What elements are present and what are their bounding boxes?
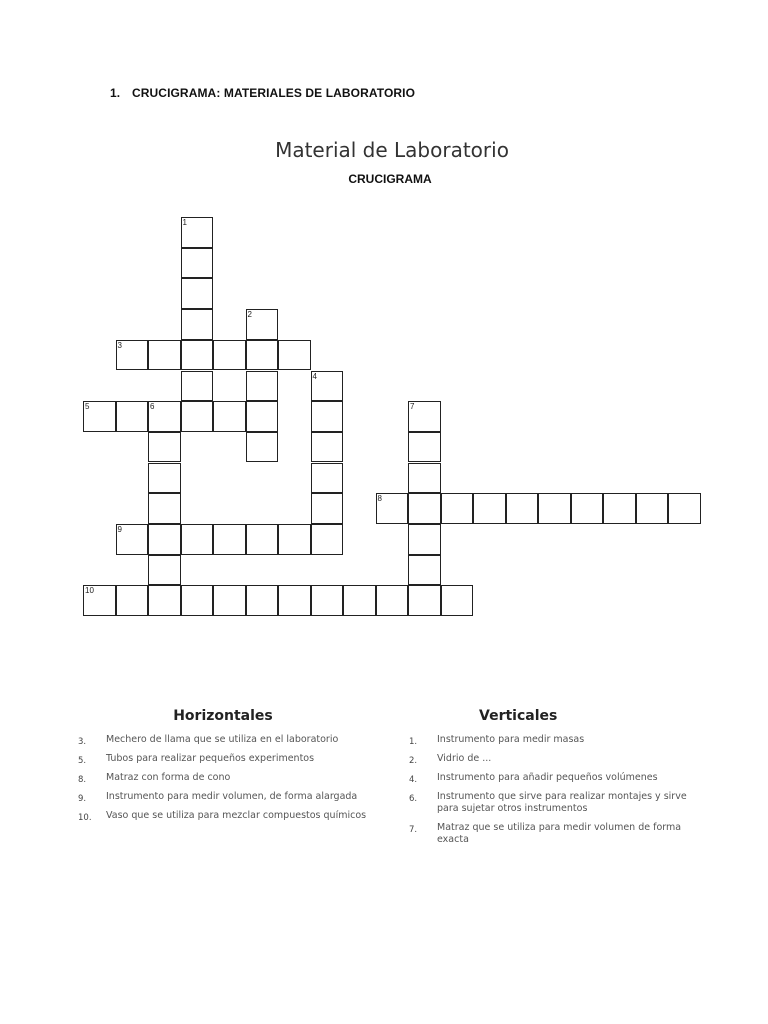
clue-number-label: 7 xyxy=(410,402,415,412)
crossword-cell-8[interactable] xyxy=(376,493,409,524)
clue-number: 2. xyxy=(409,756,418,766)
crossword-cell[interactable] xyxy=(343,585,376,616)
crossword-cell[interactable] xyxy=(246,585,279,616)
clue-number-label: 1 xyxy=(182,218,187,227)
crossword-cell[interactable] xyxy=(311,401,344,432)
clue-text: Matraz que se utiliza para medir volumen de forma exacta xyxy=(437,822,682,845)
crossword-cell[interactable] xyxy=(408,463,441,494)
crossword-cell[interactable] xyxy=(571,493,604,524)
clue-item xyxy=(409,822,709,846)
clue-text: Matraz con forma de cono xyxy=(106,772,231,783)
clue-number: 6. xyxy=(409,794,418,804)
clue-number-label: 9 xyxy=(117,525,122,534)
clue-text: Vidrio de ... xyxy=(437,753,492,764)
crossword-cell[interactable] xyxy=(181,371,214,402)
crossword-cell[interactable] xyxy=(181,278,214,309)
crossword-cell[interactable] xyxy=(376,585,409,616)
clue-text: Instrumento que sirve para realizar montajes y sirve para sujetar otros instrumentos xyxy=(437,791,687,814)
clue-text: Instrumento para añadir pequeños volúmenes xyxy=(437,772,658,783)
clue-text: Mechero de llama que se utiliza en el laboratorio xyxy=(106,734,339,745)
crossword-cell[interactable] xyxy=(408,432,441,463)
crossword-cell[interactable] xyxy=(473,493,506,524)
crossword-cell[interactable] xyxy=(441,585,474,616)
clue-item xyxy=(409,753,709,765)
crossword-cell[interactable] xyxy=(148,555,181,586)
clue-item xyxy=(78,791,368,803)
horizontal-clues xyxy=(78,708,368,829)
crossword-cell[interactable] xyxy=(311,524,344,555)
crossword-cell[interactable] xyxy=(181,585,214,616)
crossword-cell[interactable] xyxy=(278,585,311,616)
clue-number-label: 4 xyxy=(312,371,317,381)
crossword-cell-4[interactable] xyxy=(311,371,344,402)
crossword-cell[interactable] xyxy=(148,463,181,494)
clue-number: 7. xyxy=(409,825,418,835)
crossword-cell-3[interactable] xyxy=(116,340,149,371)
section-title: CRUCIGRAMA: MATERIALES DE LABORATORIO xyxy=(132,86,416,100)
crossword-cell-1[interactable] xyxy=(181,217,214,248)
crossword-cell[interactable] xyxy=(278,340,311,371)
crossword-cell[interactable] xyxy=(116,585,149,616)
crossword-cell[interactable] xyxy=(603,493,636,524)
crossword-cell[interactable] xyxy=(311,432,344,463)
clue-item xyxy=(78,753,368,765)
clue-item xyxy=(78,772,368,784)
clue-text: Vaso que se utiliza para mezclar compuestos químicos xyxy=(106,810,367,821)
crossword-cell[interactable] xyxy=(246,340,279,371)
clue-item xyxy=(409,791,709,815)
puzzle-title: Material de Laboratorio xyxy=(275,138,509,162)
crossword-cell-6[interactable] xyxy=(148,401,181,432)
clue-text: Instrumento para medir volumen, de forma alargada xyxy=(106,791,358,802)
crossword-cell[interactable] xyxy=(408,524,441,555)
clue-number-label: 6 xyxy=(150,402,155,412)
clue-number-label: 2 xyxy=(247,310,252,320)
crossword-cell-2[interactable] xyxy=(246,309,279,340)
crossword-cell[interactable] xyxy=(148,524,181,555)
puzzle-subtitle: CRUCIGRAMA xyxy=(348,172,432,186)
crossword-cell[interactable] xyxy=(246,401,279,432)
crossword-cell-9[interactable] xyxy=(116,524,149,555)
crossword-cell[interactable] xyxy=(636,493,669,524)
crossword-cell[interactable] xyxy=(246,524,279,555)
crossword-cell[interactable] xyxy=(506,493,539,524)
clue-number: 8. xyxy=(78,775,87,785)
clue-number-label: 5 xyxy=(85,402,90,412)
clue-number: 10. xyxy=(78,813,92,823)
crossword-cell[interactable] xyxy=(213,401,246,432)
crossword-cell[interactable] xyxy=(668,493,701,524)
crossword-cell[interactable] xyxy=(116,401,149,432)
crossword-cell[interactable] xyxy=(311,493,344,524)
crossword-cell[interactable] xyxy=(181,309,214,340)
crossword-cell[interactable] xyxy=(246,432,279,463)
clue-item xyxy=(78,734,368,746)
clue-item xyxy=(78,810,368,822)
crossword-cell[interactable] xyxy=(441,493,474,524)
clue-text: Instrumento para medir masas xyxy=(437,734,585,745)
vertical-clues-title: Verticales xyxy=(479,708,558,724)
crossword-cell-5[interactable] xyxy=(83,401,116,432)
crossword-cell[interactable] xyxy=(213,585,246,616)
crossword-cell[interactable] xyxy=(181,248,214,279)
horizontal-clues-title: Horizontales xyxy=(173,708,273,724)
clue-number-label: 10 xyxy=(85,586,94,596)
crossword-cell[interactable] xyxy=(148,432,181,463)
crossword-cell[interactable] xyxy=(213,524,246,555)
crossword-cell[interactable] xyxy=(311,585,344,616)
clue-number: 4. xyxy=(409,775,418,785)
clue-number: 3. xyxy=(78,737,87,747)
crossword-cell[interactable] xyxy=(148,585,181,616)
crossword-cell[interactable] xyxy=(408,585,441,616)
clue-number: 1. xyxy=(409,737,418,747)
vertical-clues xyxy=(409,708,709,853)
clue-number-label: 3 xyxy=(117,340,122,350)
crossword-cell[interactable] xyxy=(148,340,181,371)
crossword-cell[interactable] xyxy=(181,340,214,371)
crossword-cell[interactable] xyxy=(311,463,344,494)
crossword-cell[interactable] xyxy=(246,371,279,402)
crossword-cell[interactable] xyxy=(408,493,441,524)
clue-item xyxy=(409,772,709,784)
crossword-cell[interactable] xyxy=(148,493,181,524)
crossword-cell[interactable] xyxy=(181,524,214,555)
clue-number-label: 8 xyxy=(377,494,382,504)
crossword-cell[interactable] xyxy=(278,524,311,555)
clue-number: 9. xyxy=(78,794,87,804)
crossword-cell[interactable] xyxy=(538,493,571,524)
crossword-cell[interactable] xyxy=(181,401,214,432)
clue-text: Tubos para realizar pequeños experimentos xyxy=(106,753,315,764)
clue-number: 5. xyxy=(78,756,87,766)
section-number: 1. xyxy=(110,86,121,100)
clue-item xyxy=(409,734,709,746)
crossword-cell[interactable] xyxy=(408,555,441,586)
crossword-cell-7[interactable] xyxy=(408,401,441,432)
crossword-cell-10[interactable] xyxy=(83,585,116,616)
crossword-cell[interactable] xyxy=(213,340,246,371)
